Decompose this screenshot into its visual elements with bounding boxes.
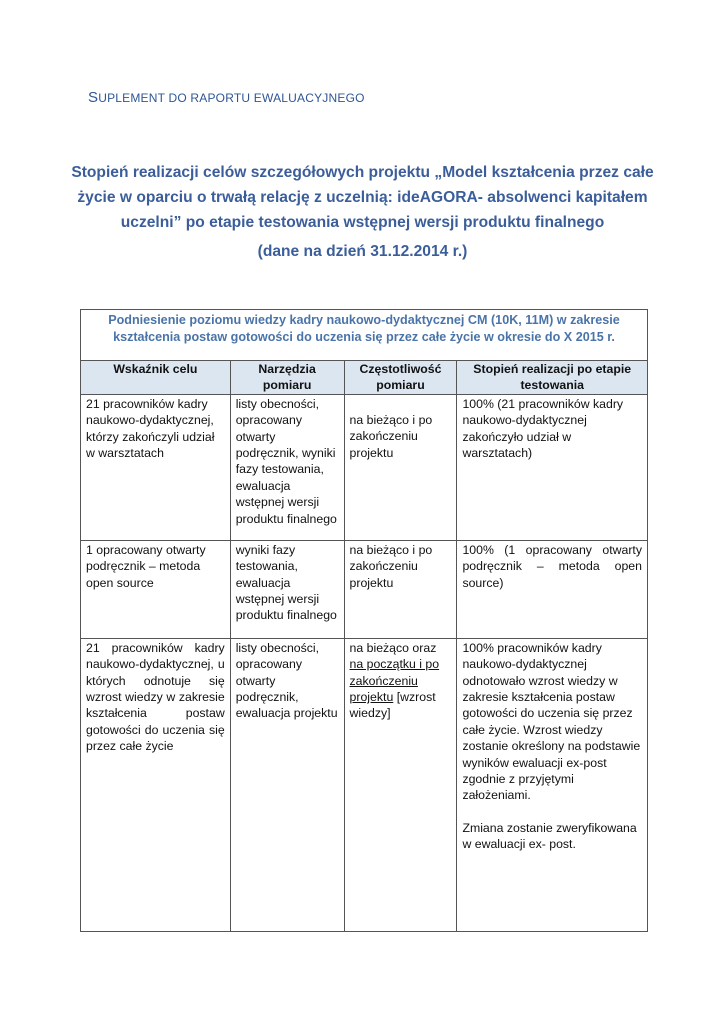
goal-heading: Podniesienie poziomu wiedzy kadry naukowo-dydaktycznej CM (10K, 11M) w zakresie kształcenia postaw gotowości do uczenia się przez całe życie w okresie do X 2015 r.	[81, 310, 648, 361]
column-header-tools: Narzędzia pomiaru	[230, 361, 344, 395]
table-heading-row	[81, 310, 648, 361]
column-header-status: Stopień realizacji po etapie testowania	[457, 361, 648, 395]
status-paragraph: 100% pracowników kadry naukowo-dydaktycznej odnotowało wzrost wiedzy w zakresie kształcenia postaw gotowości do uczenia się przez całe życie. Wzrost wiedzy zostanie określony na podstawie wyników ewaluacji ex-post zgodnie z przyjętymi założeniami.	[462, 640, 641, 803]
supplement-heading	[88, 89, 365, 106]
status-paragraph: Zmiana zostanie zweryfikowana w ewaluacji ex- post.	[462, 820, 637, 852]
tools-cell: listy obecności, opracowany otwarty podręcznik, wyniki fazy testowania, ewaluacja wstępnej wersji produktu finalnego	[230, 394, 344, 540]
indicator-cell: 21 pracowników kadry naukowo-dydaktycznej, u których odnotuje się wzrost wiedzy w zakresie kształcenia postaw gotowości do uczenia się przez całe życie	[81, 638, 231, 931]
table-row	[81, 540, 648, 638]
frequency-note: [wzrost wiedzy]	[349, 690, 436, 721]
table-row	[81, 394, 648, 540]
column-header-indicator: Wskaźnik celu	[81, 361, 231, 395]
frequency-cell	[344, 394, 457, 540]
data-date: (dane na dzień 31.12.2014 r.)	[257, 243, 468, 260]
indicator-cell: 21 pracowników kadry naukowo-dydaktycznej, którzy zakończyli udział w warsztatach	[81, 394, 231, 540]
table-row	[81, 638, 648, 931]
frequency-text: na bieżąco oraz	[349, 640, 437, 655]
frequency-cell: na bieżąco i po zakończeniu projektu	[344, 540, 457, 638]
indicator-cell: 1 opracowany otwarty podręcznik – metoda open source	[81, 540, 231, 638]
goal-table	[80, 309, 648, 932]
supplement-rest: UPLEMENT DO RAPORTU EWALUACYJNEGO	[98, 91, 365, 105]
frequency-underlined-text: na początku i po zakończeniu projektu	[349, 657, 440, 705]
status-cell	[457, 638, 648, 931]
document-title: Stopień realizacji celów szczegółowych projektu „Model kształcenia przez całe życie w oparciu o trwałą relację z uczelnią: ideAGORA- absolwenci kapitałem uczelni” po etapie testowania wstępnej wersji produktu finalnego	[71, 164, 654, 231]
status-cell: 100% (21 pracowników kadry naukowo-dydaktycznej zakończyło udział w warsztatach)	[457, 394, 648, 540]
tools-cell: wyniki fazy testowania, ewaluacja wstępnej wersji produktu finalnego	[230, 540, 344, 638]
status-cell: 100% (1 opracowany otwarty podręcznik – metoda open source)	[457, 540, 648, 638]
column-header-row	[81, 361, 648, 395]
supplement-initial: S	[88, 89, 99, 106]
tools-cell: listy obecności, opracowany otwarty podręcznik, ewaluacja projektu	[230, 638, 344, 931]
column-header-frequency: Częstotliwość pomiaru	[344, 361, 457, 395]
frequency-cell	[344, 638, 457, 931]
frequency-text: na bieżąco i po zakończeniu projektu	[349, 412, 433, 460]
